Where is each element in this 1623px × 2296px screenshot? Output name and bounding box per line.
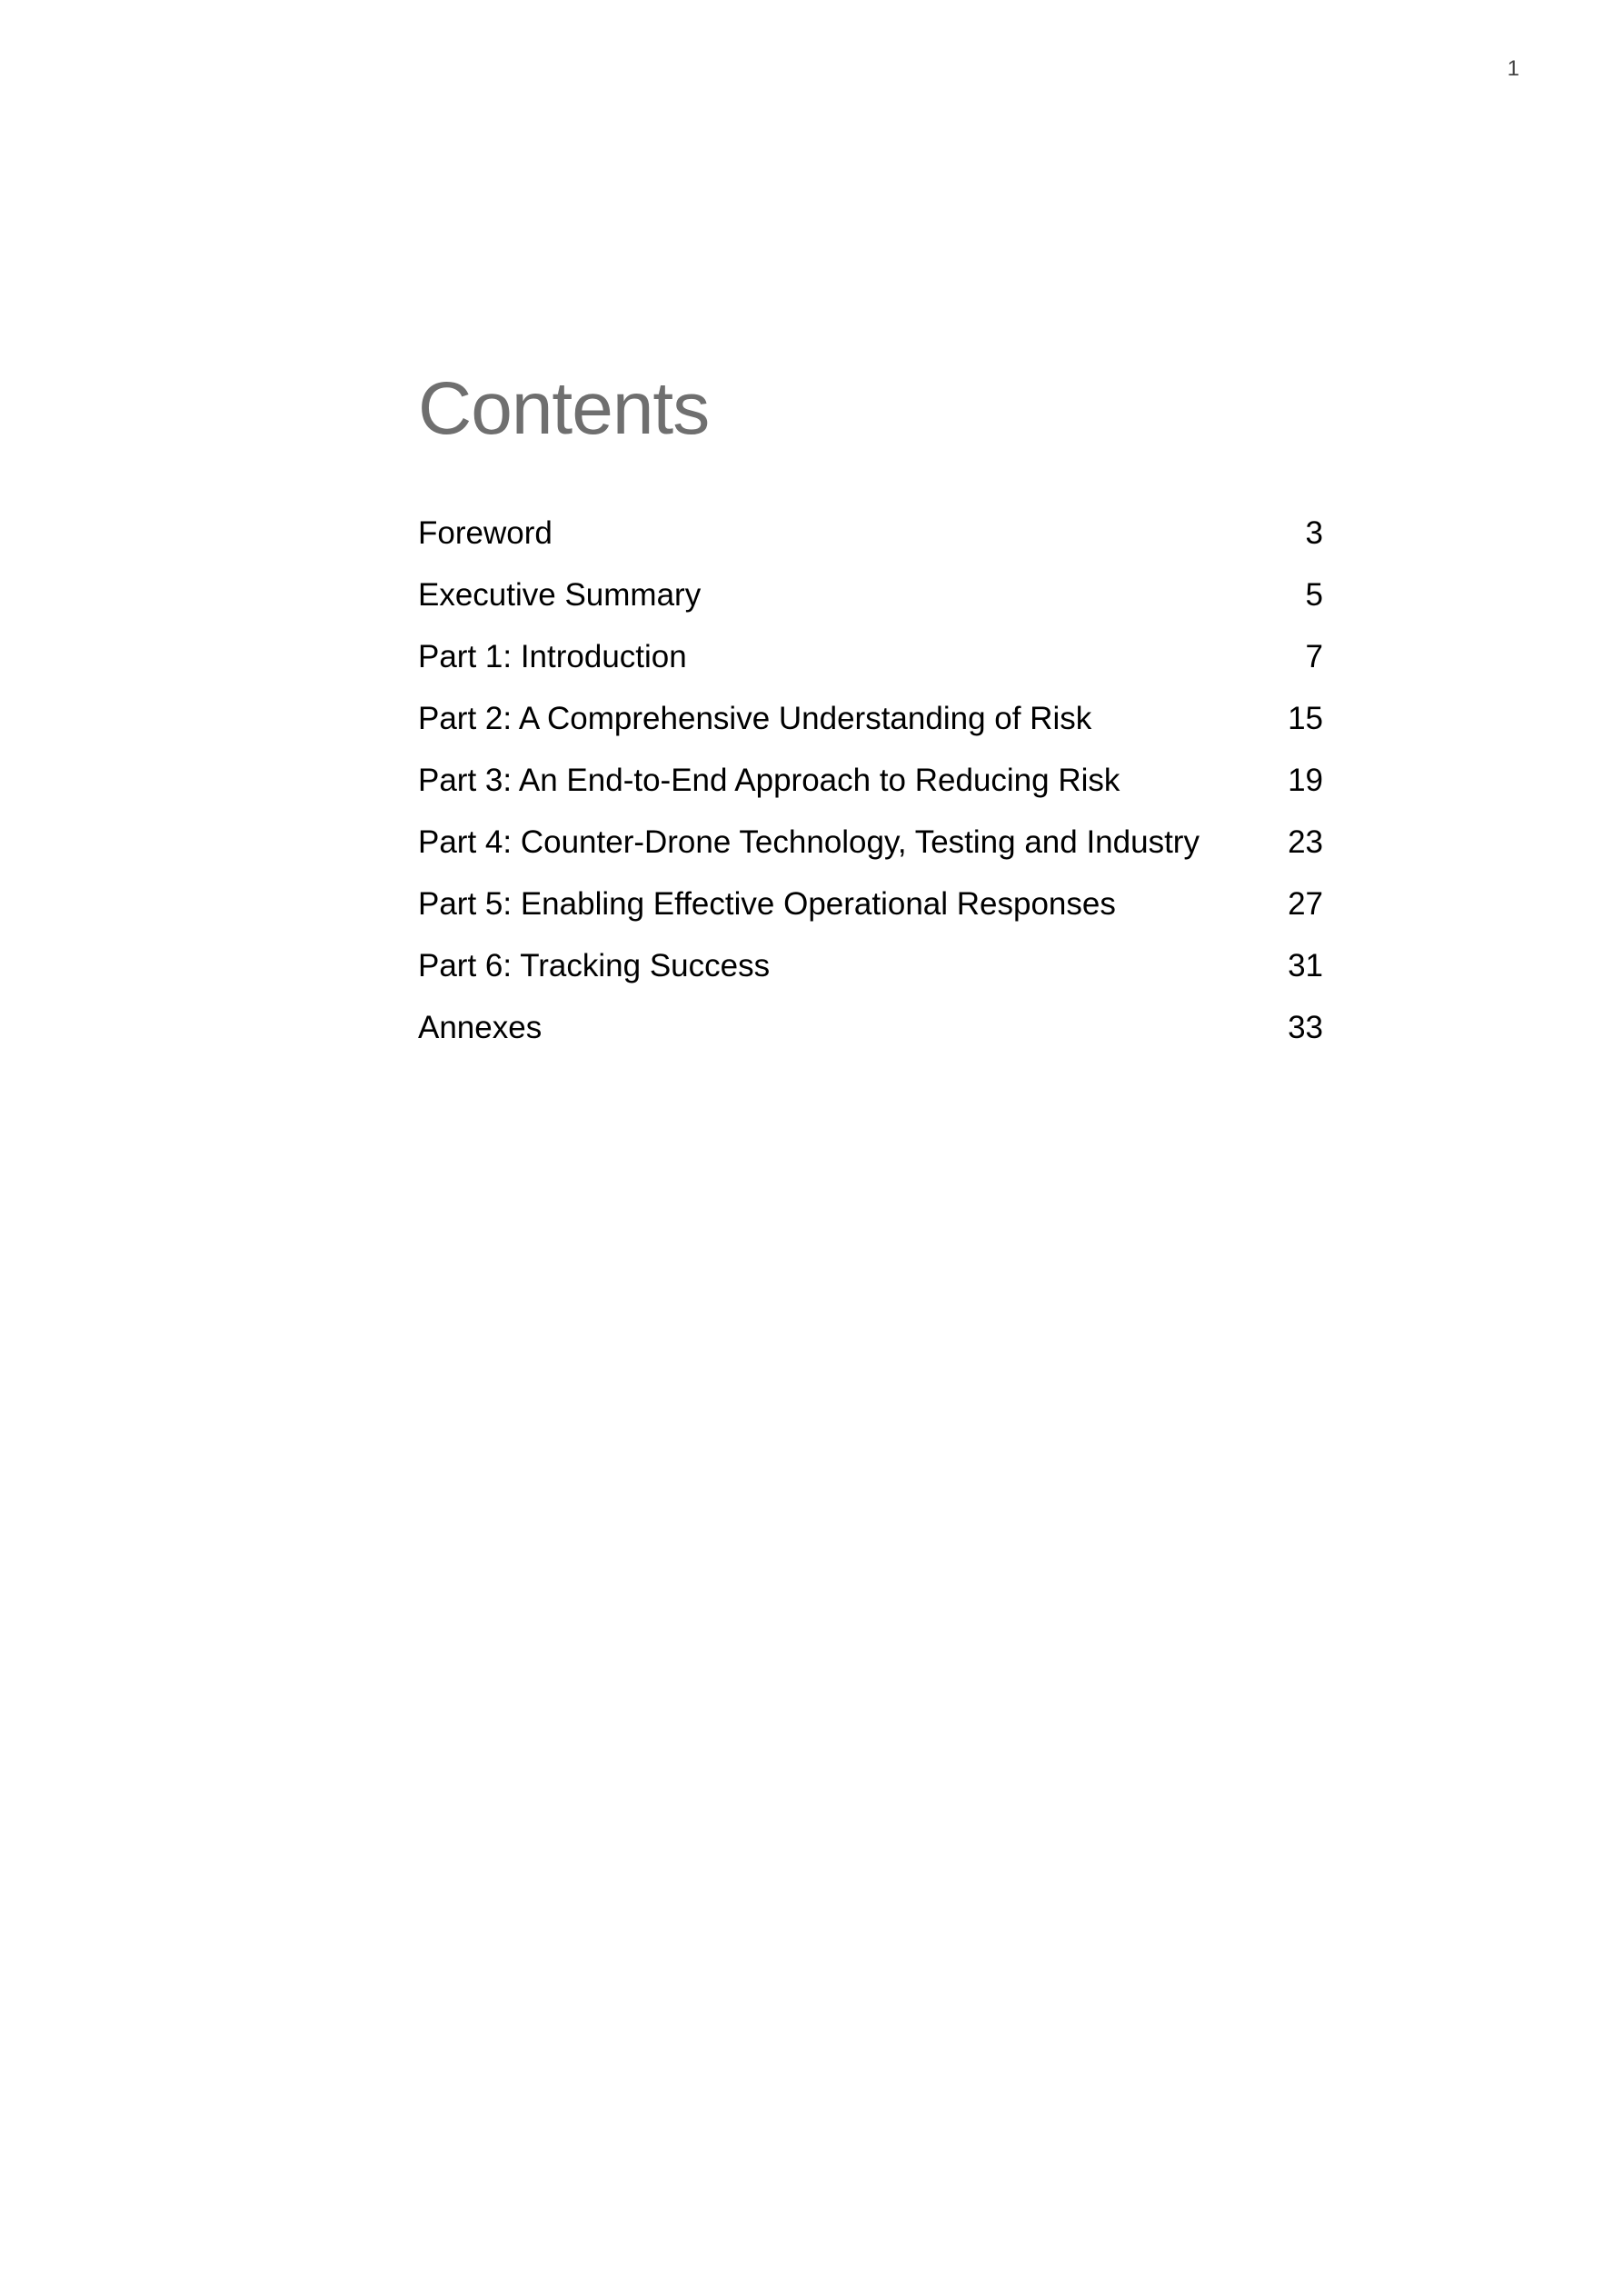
contents-title: Contents	[418, 367, 710, 450]
toc-entry-page: 3	[1305, 515, 1323, 552]
toc-entry-label: Executive Summary	[418, 577, 702, 614]
toc-entry-label: Part 4: Counter-Drone Technology, Testing and Industry	[418, 824, 1200, 861]
toc-entry-annexes	[418, 997, 1323, 1059]
toc-entry-part-2	[418, 688, 1323, 750]
toc-entry-part-5	[418, 873, 1323, 935]
toc-entry-page: 27	[1288, 886, 1323, 923]
table-of-contents	[418, 368, 1323, 1059]
toc-entry-page: 33	[1288, 1010, 1323, 1046]
toc-entry-label: Annexes	[418, 1010, 543, 1046]
toc-entry-part-4	[418, 812, 1323, 873]
toc-entry-label: Part 5: Enabling Effective Operational Responses	[418, 886, 1116, 923]
page-number: 1	[1507, 56, 1519, 81]
toc-entry-label: Foreword	[418, 515, 553, 552]
toc-list	[418, 503, 1323, 1059]
toc-entry-label: Part 2: A Comprehensive Understanding of Risk	[418, 701, 1092, 737]
toc-entry-page: 5	[1305, 577, 1323, 614]
toc-entry-page: 19	[1288, 763, 1323, 799]
toc-entry-page: 31	[1288, 948, 1323, 984]
toc-entry-page: 23	[1288, 824, 1323, 861]
toc-entry-label: Part 1: Introduction	[418, 639, 687, 675]
toc-entry-page: 7	[1305, 639, 1323, 675]
toc-entry-part-3	[418, 750, 1323, 812]
toc-entry-label: Part 3: An End-to-End Approach to Reducing Risk	[418, 763, 1120, 799]
toc-entry-page: 15	[1288, 701, 1323, 737]
toc-entry-executive-summary	[418, 564, 1323, 626]
toc-entry-label: Part 6: Tracking Success	[418, 948, 771, 984]
toc-entry-part-6	[418, 935, 1323, 997]
toc-entry-part-1	[418, 626, 1323, 688]
toc-entry-foreword	[418, 503, 1323, 564]
